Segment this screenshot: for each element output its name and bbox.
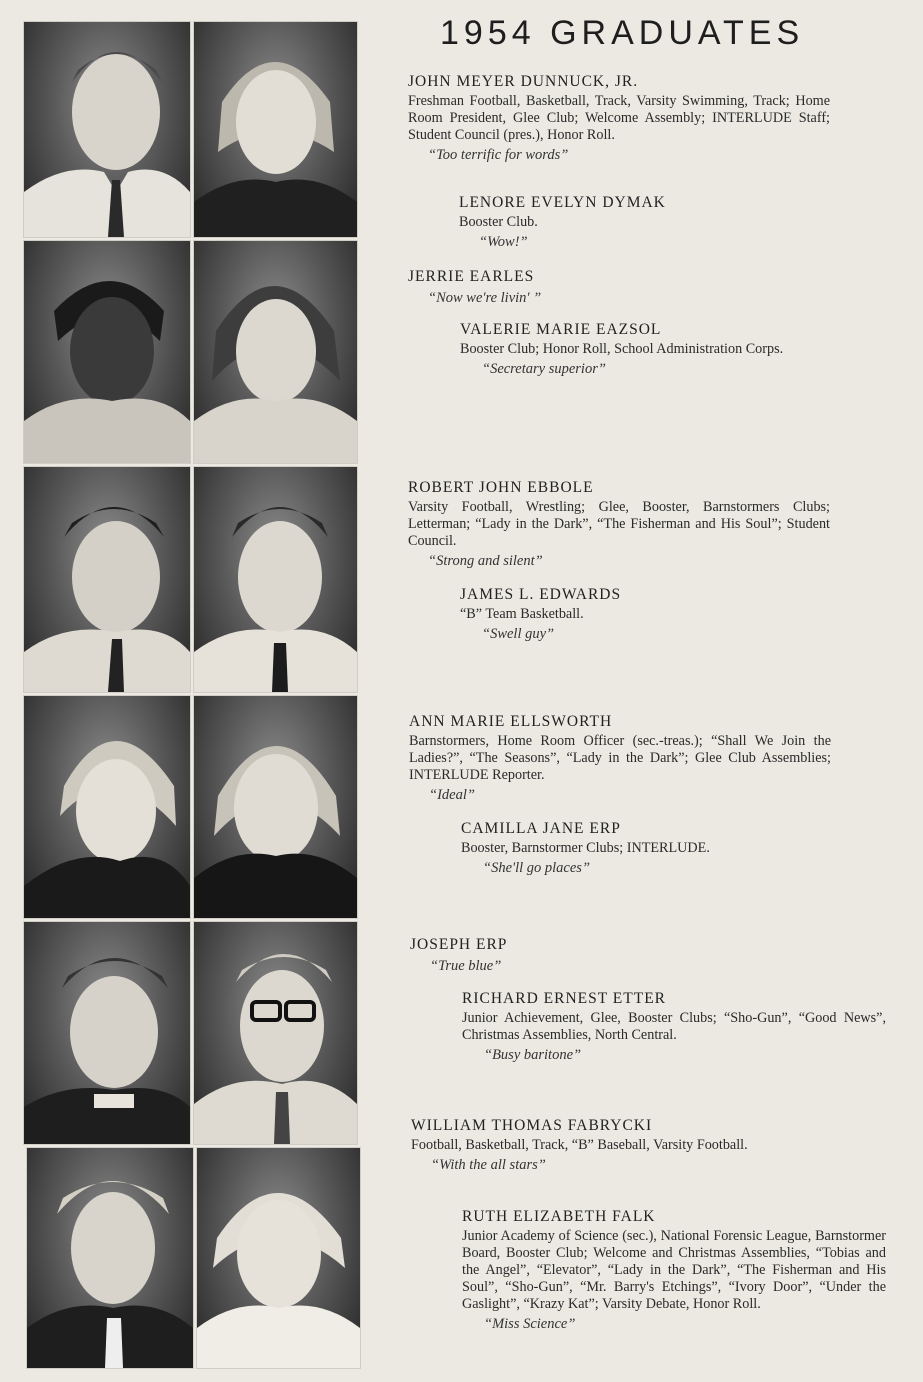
graduate-name: WILLIAM THOMAS FABRYCKI [411, 1117, 653, 1134]
graduate-activities: “B” Team Basketball. [460, 606, 584, 622]
graduate-name: LENORE EVELYN DYMAK [459, 194, 666, 211]
portrait-photo [193, 921, 358, 1145]
graduate-name: VALERIE MARIE EAZSOL [460, 321, 662, 338]
graduate-activities: Junior Achievement, Glee, Booster Clubs; “Sho-Gun”, “Good News”, Christmas Assemblies, North Central. [462, 1010, 886, 1043]
graduate-entry [408, 478, 830, 571]
graduate-entry [461, 819, 861, 878]
graduate-activities: Freshman Football, Basketball, Track, Varsity Swimming, Track; Home Room President, Glee Club; Welcome Assembly; INTERLUDE Staff; Student Council (pres.), Honor Roll. [408, 93, 830, 143]
portrait-photo [23, 695, 191, 919]
portrait-photo [23, 240, 191, 464]
portrait-photo [193, 21, 358, 238]
graduate-activities: Junior Academy of Science (sec.), National Forensic League, Barnstormer Board, Booster Club; Welcome and Christmas Assemblies, “Tobias and the Angel”, “Elevator”, “Lady in the Dark”, “The Fisherman and His Soul”, “Sho-Gun”, “Mr. Barry's Etchings”, “Ivory Door”, “Under the Gaslight”, “Krazy Kat”; Varsity Debate, Honor Roll. [462, 1228, 886, 1312]
portrait-photo [193, 466, 358, 693]
graduate-entry [462, 989, 886, 1065]
graduate-name: JAMES L. EDWARDS [460, 586, 622, 603]
graduate-entry [408, 267, 830, 308]
graduate-quote: “Miss Science” [484, 1316, 576, 1332]
graduate-quote: “Now we're livin' ” [428, 290, 542, 306]
graduate-quote: “Too terrific for words” [428, 147, 569, 163]
graduate-entry [460, 320, 882, 379]
graduate-quote: “Secretary superior” [482, 361, 606, 377]
graduate-activities: Booster Club. [459, 214, 538, 230]
graduate-activities: Booster, Barnstormer Clubs; INTERLUDE. [461, 840, 710, 856]
graduate-entry [411, 1116, 835, 1175]
portrait-photo [23, 921, 191, 1145]
portrait-photo [23, 21, 191, 238]
graduate-name: JERRIE EARLES [408, 268, 535, 285]
portrait-photo [193, 695, 358, 919]
graduate-name: RICHARD ERNEST ETTER [462, 990, 666, 1007]
graduate-name: ROBERT JOHN EBBOLE [408, 479, 594, 496]
graduate-quote: “True blue” [430, 958, 502, 974]
page-title: 1954 GRADUATES [440, 14, 805, 52]
graduate-entry [460, 585, 860, 644]
graduate-quote: “Busy baritone” [484, 1047, 582, 1063]
graduate-activities: Barnstormers, Home Room Officer (sec.-treas.); “Shall We Join the Ladies?”, “The Seasons”, “Lady in the Dark”; Glee Club Assemblies; INTERLUDE Reporter. [409, 733, 831, 783]
graduate-name: ANN MARIE ELLSWORTH [409, 713, 613, 730]
graduate-quote: “Strong and silent” [428, 553, 543, 569]
graduate-name: JOSEPH ERP [410, 936, 508, 953]
graduate-entry [459, 193, 859, 252]
graduate-name: JOHN MEYER DUNNUCK, JR. [408, 73, 639, 90]
graduate-quote: “She'll go places” [483, 860, 591, 876]
graduate-activities: Football, Basketball, Track, “B” Baseball, Varsity Football. [411, 1137, 748, 1153]
graduate-entry [462, 1207, 886, 1334]
graduate-entry [408, 72, 830, 165]
portrait-photo [193, 240, 358, 464]
graduate-name: CAMILLA JANE ERP [461, 820, 621, 837]
graduate-quote: “With the all stars” [431, 1157, 546, 1173]
graduate-activities: Varsity Football, Wrestling; Glee, Booster, Barnstormers Clubs; Letterman; “Lady in the Dark”, “The Fisherman and His Soul”; Student Council. [408, 499, 830, 549]
graduate-name: RUTH ELIZABETH FALK [462, 1208, 656, 1225]
graduate-quote: “Ideal” [429, 787, 475, 803]
graduate-quote: “Wow!” [479, 234, 528, 250]
graduate-entry [409, 712, 831, 805]
portrait-photo [196, 1147, 361, 1369]
portrait-photo [23, 466, 191, 693]
graduate-activities: Booster Club; Honor Roll, School Administration Corps. [460, 341, 784, 357]
portrait-photo [26, 1147, 194, 1369]
graduate-quote: “Swell guy” [482, 626, 555, 642]
graduate-entry [410, 935, 832, 976]
